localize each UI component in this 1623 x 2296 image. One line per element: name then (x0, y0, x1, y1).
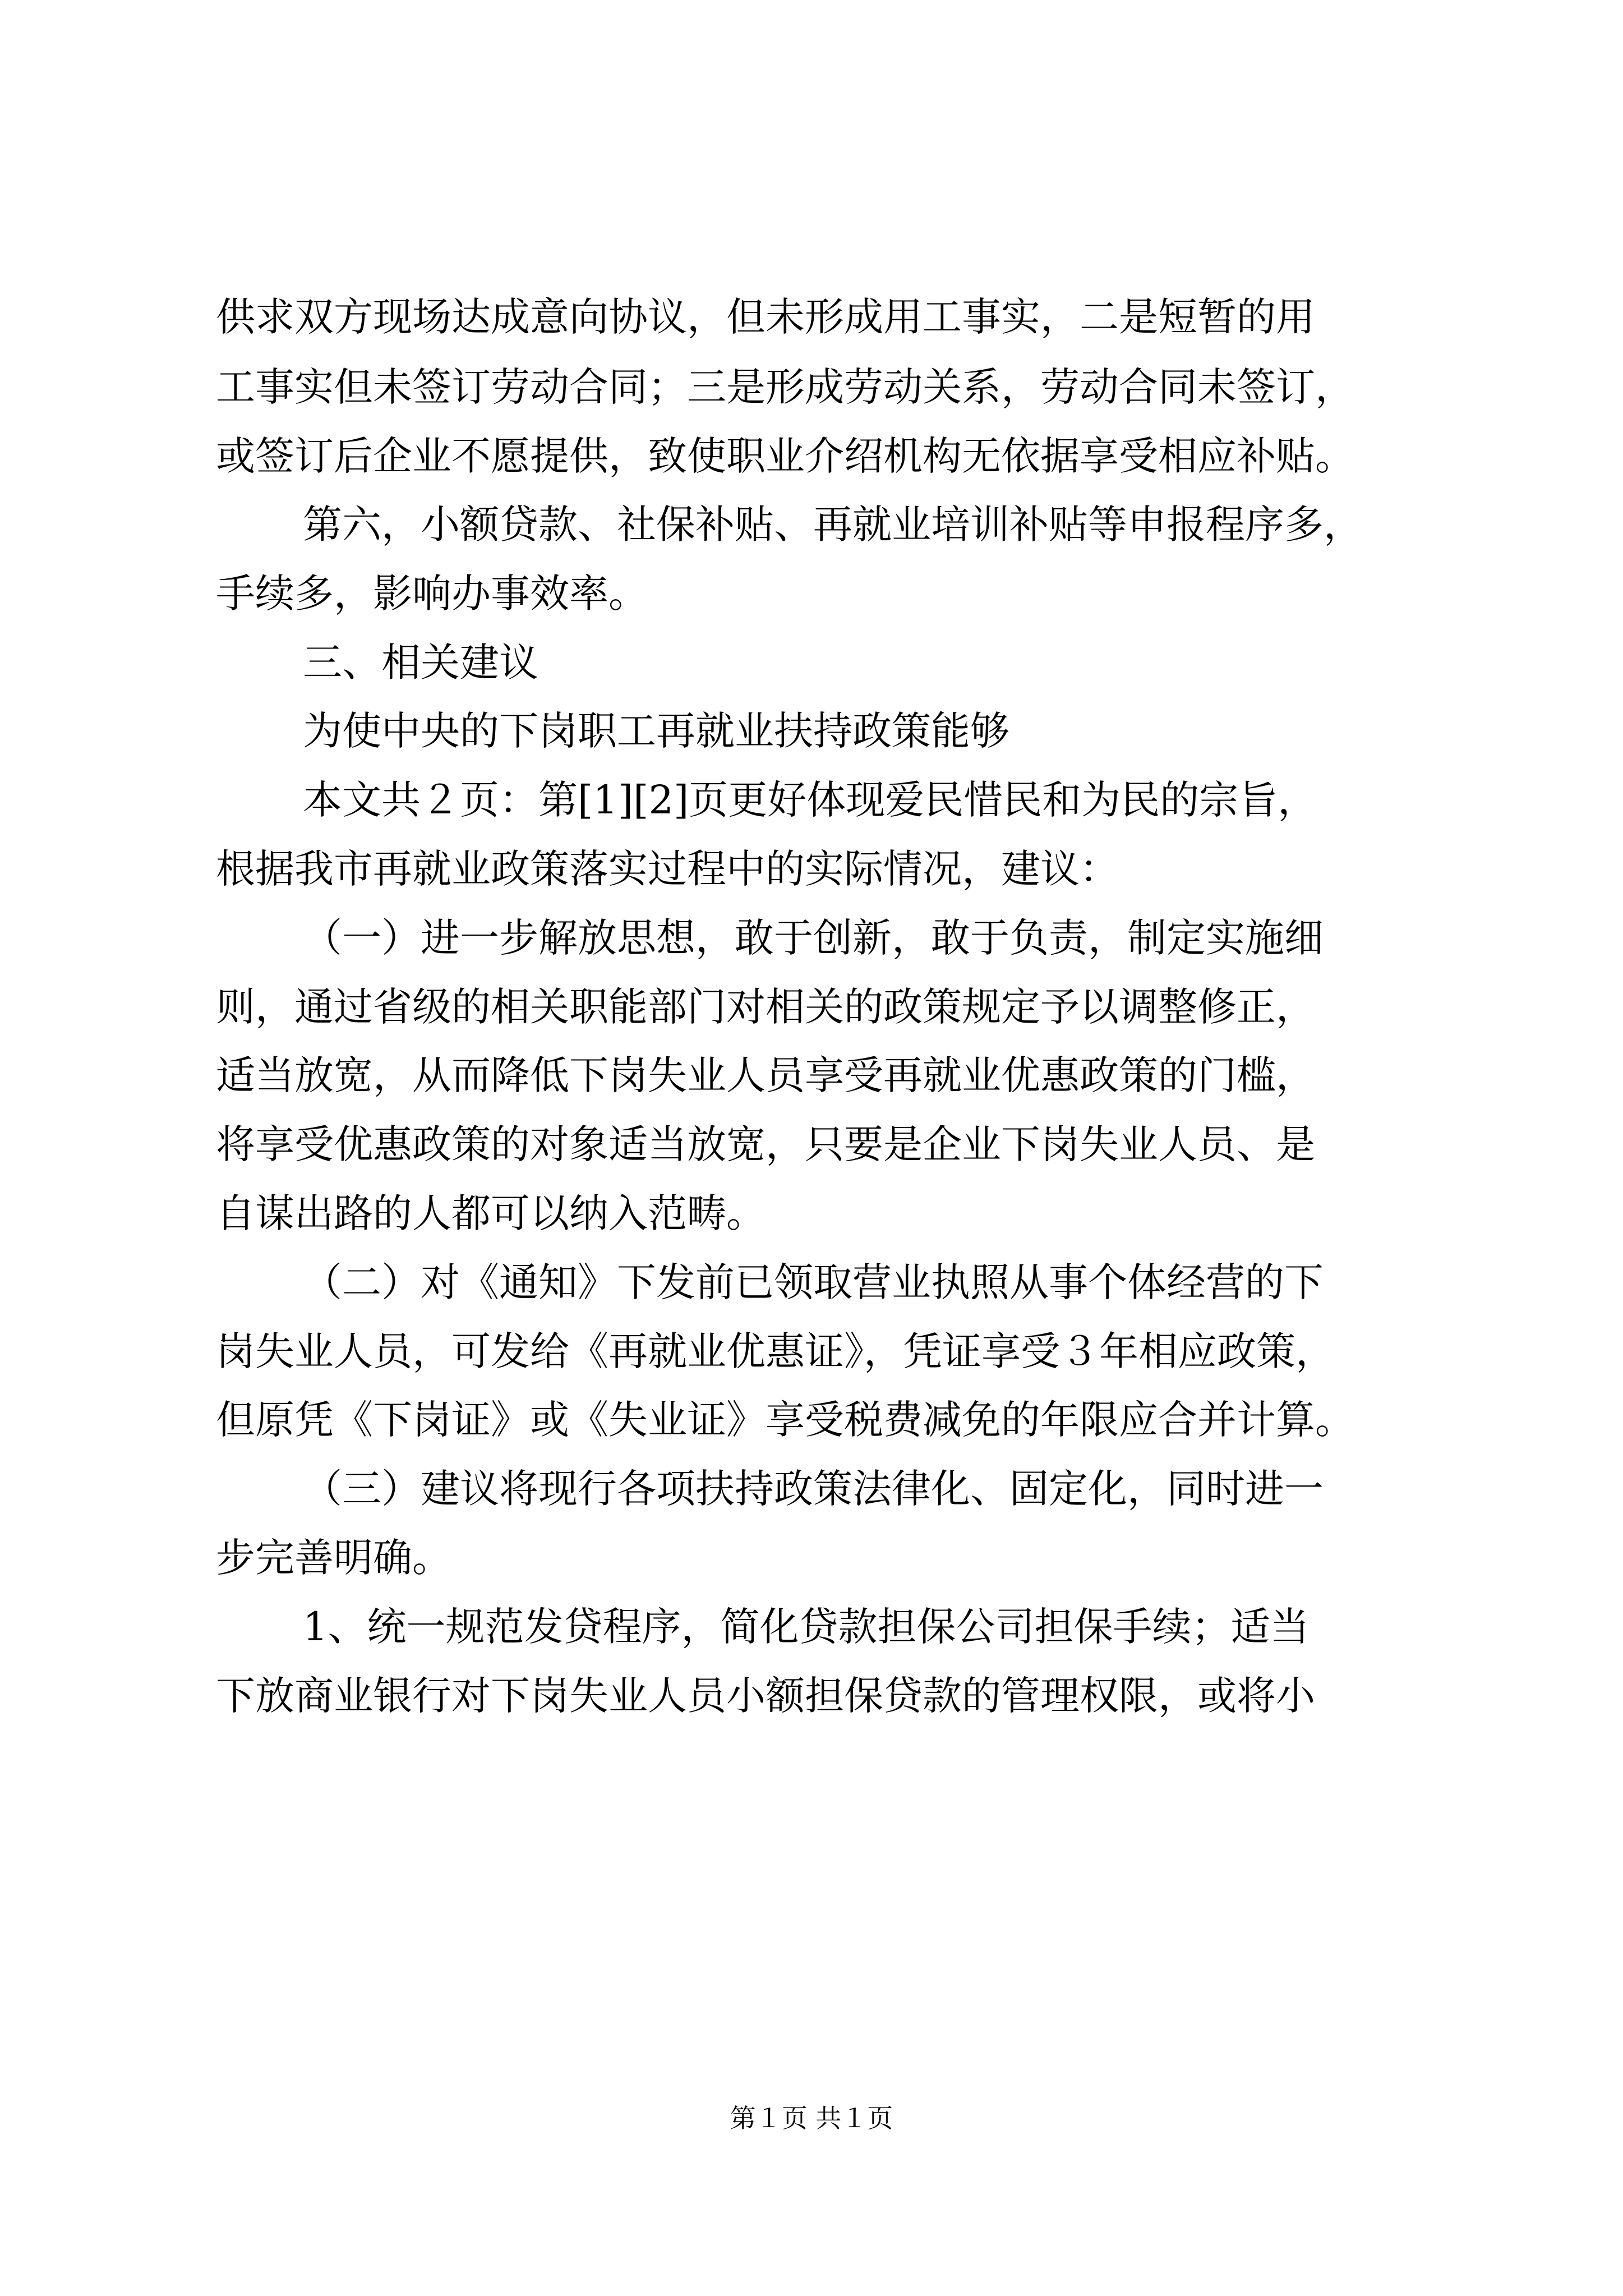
text-line: 手续多，影响办事效率。 (216, 570, 648, 616)
text-line: 为使中央的下岗职工再就业扶持政策能够 (303, 708, 1009, 754)
text-line: （三）建议将现行各项扶持政策法律化、固定化，同时进一 (303, 1466, 1324, 1512)
text-line: 下放商业银行对下岗失业人员小额担保贷款的管理权限，或将小 (216, 1673, 1315, 1719)
page-footer: 第１页 共１页 (730, 2103, 893, 2133)
text-line: 工事实但未签订劳动合同；三是形成劳动关系，劳动合同未签订， (216, 364, 1354, 410)
text-line: 本文共２页：第[1][2]页更好体现爱民惜民和为民的宗旨， (303, 777, 1317, 823)
text-line: 或签订后企业不愿提供，致使职业介绍机构无依据享受相应补贴。 (216, 433, 1354, 479)
text-line: 步完善明确。 (216, 1535, 451, 1581)
text-line: 1、统一规范发贷程序，简化贷款担保公司担保手续；适当 (303, 1604, 1310, 1650)
text-line: 供求双方现场达成意向协议，但未形成用工事实，二是短暂的用 (216, 294, 1315, 340)
text-line: （二）对《通知》下发前已领取营业执照从事个体经营的下 (303, 1259, 1324, 1305)
text-line: （一）进一步解放思想，敢于创新，敢于负责，制定实施细 (303, 915, 1324, 961)
text-line: 将享受优惠政策的对象适当放宽，只要是企业下岗失业人员、是 (216, 1121, 1315, 1167)
text-line: 则，通过省级的相关职能部门对相关的政策规定予以调整修正， (216, 984, 1315, 1030)
text-line: 适当放宽，从而降低下岗失业人员享受再就业优惠政策的门槛， (216, 1052, 1315, 1098)
text-line: 但原凭《下岗证》或《失业证》享受税费减免的年限应合并计算。 (216, 1397, 1354, 1443)
text-line: 第六，小额贷款、社保补贴、再就业培训补贴等申报程序多， (303, 501, 1363, 547)
text-line: 自谋出路的人都可以纳入范畴。 (216, 1190, 766, 1236)
text-line: 岗失业人员，可发给《再就业优惠证》，凭证享受３年相应政策， (216, 1328, 1335, 1374)
text-line: 根据我市再就业政策落实过程中的实际情况，建议： (216, 846, 1119, 892)
section-heading: 三、相关建议 (303, 639, 538, 685)
